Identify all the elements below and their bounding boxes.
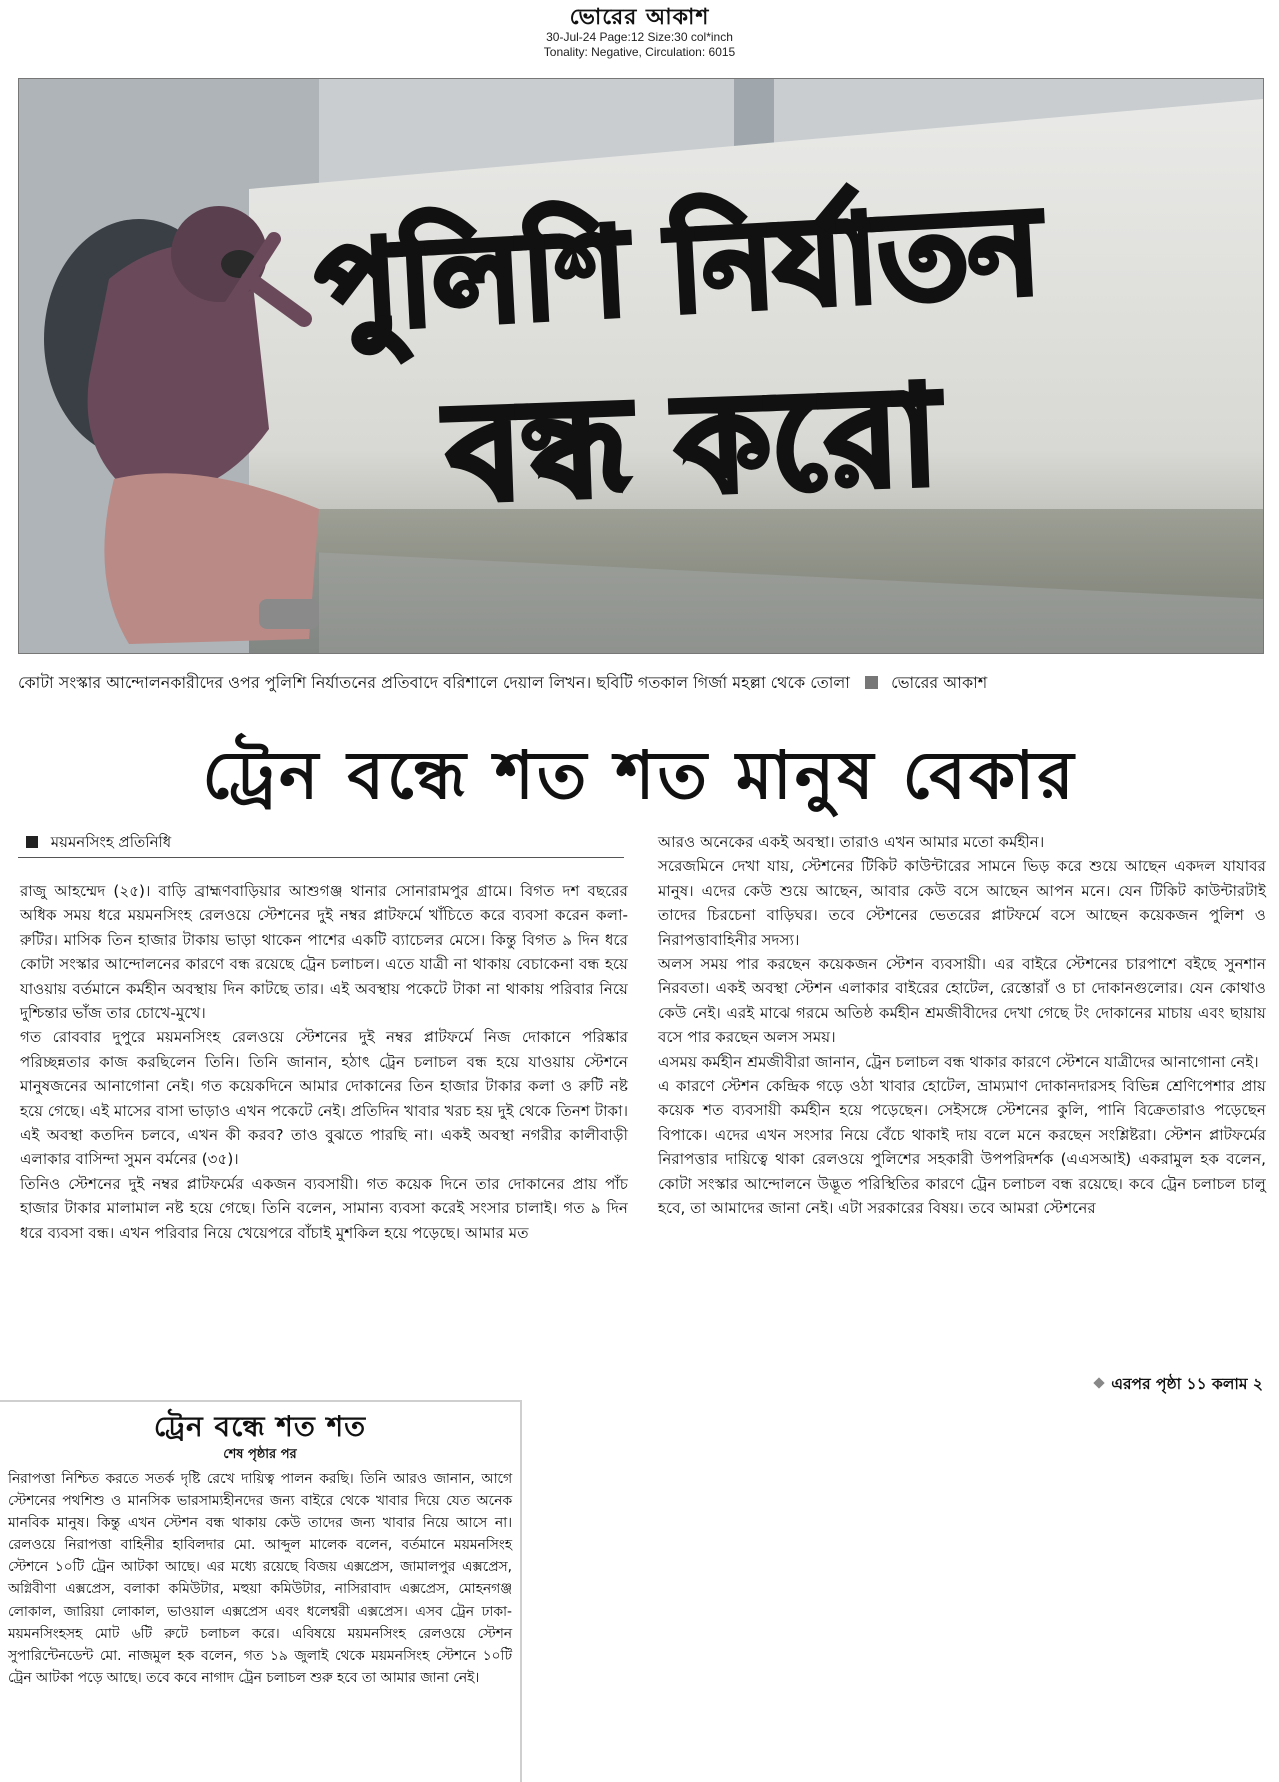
wall-text-line2: বন্ধ করো bbox=[444, 356, 941, 531]
masthead bbox=[0, 4, 1279, 60]
paragraph: অলস সময় পার করছেন কয়েকজন স্টেশন ব্যবসায়ী। এর বাইরে স্টেশনের চারপাশে বইছে সুনশান নিরবতা। একই অবস্থা স্টেশন এলাকার বাইরের হোটেল, রেস্তোরাঁ ও চা দোকানগুলোর। যেন কোথাও কেউ নেই। এরই মাঝে গরমে অতিষ্ঠ কর্মহীন শ্রমজীবীদের দেখা গেছে টং দোকানের মাচায় এবং ছায়ায় বসে পার করছেন অলস সময়। bbox=[658, 955, 1266, 1047]
photo-caption bbox=[18, 672, 1268, 694]
paragraph: রাজু আহম্মেদ (২৫)। বাড়ি ব্রাহ্মণবাড়িয়ার আশুগঞ্জ থানার সোনারামপুর গ্রামে। বিগত দশ বছরের অধিক সময় ধরে ময়মনসিংহ রেলওয়ে স্টেশনের দুই নম্বর প্লাটফর্মে খাঁচিতে করে ব্যবসা করেন কলা-রুটির। মাসিক তিন হাজার টাকায় ভাড়া থাকেন পাশের একটি ব্যাচেলর মেসে। কিন্তু বিগত ৯ দিন ধরে কোটা সংস্কার আন্দোলনের কারণে বন্ধ রয়েছে ট্রেন চলাচল। এতে যাত্রী না থাকায় বেচাকেনা বন্ধ হয়ে যাওয়ায় বর্তমানে কর্মহীন অবস্থায় দিন কাটছে তার। এই অবস্থায় পকেটে টাকা না থাকায় পরিবার নিয়ে দুশ্চিন্তার ভাঁজ তার চোখে-মুখে। bbox=[20, 882, 628, 1023]
article-column-left bbox=[20, 879, 628, 1245]
newspaper-logo: ভোরের আকাশ bbox=[569, 4, 710, 30]
caption-credit: ভোরের আকাশ bbox=[891, 673, 988, 692]
byline-rule bbox=[18, 857, 624, 858]
continued-on-note bbox=[660, 1372, 1263, 1396]
continuation-text bbox=[8, 1468, 512, 1689]
article-headline: ট্রেন বন্ধে শত শত মানুষ বেকার bbox=[202, 737, 1077, 814]
paragraph: আরও অনেকের একই অবস্থা। তারাও এখন আমার মতো কর্মহীন। bbox=[658, 833, 1045, 851]
paragraph: গত রোববার দুপুরে ময়মনসিংহ রেলওয়ে স্টেশনের দুই নম্বর প্লাটফর্মে নিজ দোকানে পরিষ্কার পরিচ্ছন্নতার কাজ করছিলেন তিনি। তিনি জানান, হঠাৎ ট্রেন চলাচল বন্ধ হয়ে যাওয়ায় স্টেশনে মানুষজনের আনাগোনা নেই। গত কয়েকদিনে আমার দোকানের তিন হাজার টাকার কলা ও রুটি নষ্ট হয়ে গেছে। এই মাসের বাসা ভাড়াও এখন পকেটে নেই। প্রতিদিন খাবার খরচ হয় দুই থেকে তিনশ টাকা। এই অবস্থা কতদিন চলবে, এখন কী করব? তাও বুঝতে পারছি না। একই অবস্থা নগরীর কালীবাড়ী এলাকার বাসিন্দা সুমন বর্মনের (৩৫)। bbox=[20, 1028, 628, 1169]
jump-text: এরপর পৃষ্ঠা ১১ কলাম ২ bbox=[1111, 1375, 1263, 1393]
clipping-meta-line2: Tonality: Negative, Circulation: 6015 bbox=[543, 45, 736, 59]
caption-text: কোটা সংস্কার আন্দোলনকারীদের ওপর পুলিশি নির্যাতনের প্রতিবাদে বরিশালে দেয়াল লিখন। ছবিটি গতকাল গির্জা মহল্লা থেকে তোলা bbox=[18, 673, 850, 692]
diamond-bullet-icon bbox=[1094, 1377, 1105, 1388]
paragraph: এ কারণে স্টেশন কেন্দ্রিক গড়ে ওঠা খাবার হোটেল, ভ্রাম্যমাণ দোকানদারসহ বিভিন্ন শ্রেণিপেশার প্রায় কয়েক শত ব্যবসায়ী কর্মহীন হয়ে পড়েছেন। সেইসঙ্গে স্টেশনের কুলি, পানি বিক্রেতারাও পড়েছেন বিপাকে। এদের এখন সংসার নিয়ে বেঁচে থাকাই দায় বলে মনে করছেন সংশ্লিষ্টরা। স্টেশন প্লাটফর্মের নিরাপত্তার দায়িত্বে থাকা রেলওয়ে পুলিশের সহকারী উপপরিদর্শক (এএসআই) একরামুল হক বলেন, কোটা সংস্কার আন্দোলনে উদ্ভূত পরিস্থিতির কারণে ট্রেন চলাচল বন্ধ রয়েছে। কবে ট্রেন চলাচল চালু হবে, তা আমাদের জানা নেই। এটা সরকারের বিষয়। তবে আমরা স্টেশনের bbox=[658, 1077, 1266, 1218]
square-bullet-icon bbox=[26, 836, 38, 848]
byline-text: ময়মনসিংহ প্রতিনিধি bbox=[50, 833, 172, 851]
clipping-meta-line1: 30-Jul-24 Page:12 Size:30 col*inch bbox=[546, 30, 733, 44]
continuation-title: ট্রেন বন্ধে শত শত bbox=[153, 1410, 367, 1443]
square-bullet-icon bbox=[865, 676, 878, 689]
paragraph: সরেজমিনে দেখা যায়, স্টেশনের টিকিট কাউন্টারের সামনে ভিড় করে শুয়ে আছেন একদল যাযাবর মানুষ। এদের কেউ শুয়ে আছেন, আবার কেউ বসে আছেন আপন মনে। যেন টিকিট কাউন্টারটাই তাদের চিরচেনা বাড়িঘর। তবে স্টেশনের ভেতরের প্লাটফর্মে বসে আছেন কয়েকজন পুলিশ ও নিরাপত্তাবাহিনীর সদস্য। bbox=[658, 857, 1266, 949]
paragraph: নিরাপত্তা নিশ্চিত করতে সতর্ক দৃষ্টি রেখে দায়িত্ব পালন করছি। তিনি আরও জানান, আগে স্টেশনের পথশিশু ও মানসিক ভারসাম্যহীনদের জন্য বাইরে থেকে খাবার দিয়ে যেত অনেক মানবিক মানুষ। কিন্তু এখন স্টেশন বন্ধ থাকায় কেউ তাদের জন্য খাবার নিয়ে আসে না। রেলওয়ে নিরাপত্তা বাহিনীর হাবিলদার মো. আব্দুল মালেক বলেন, বর্তমানে ময়মনসিংহ স্টেশনে ১০টি ট্রেন আটকা আছে। এর মধ্যে রয়েছে বিজয় এক্সপ্রেস, জামালপুর এক্সপ্রেস, অগ্নিবীণা এক্সপ্রেস, বলাকা কমিউটার, মহুয়া কমিউটার, নাসিরাবাদ এক্সপ্রেস, মোহনগঞ্জ লোকাল, জারিয়া লোকাল, ভাওয়াল এক্সপ্রেস এবং ধলেশ্বরী এক্সপ্রেস। এসব ট্রেন ঢাকা-ময়মনসিংহসহ মোট ৬টি রুটে চলাচল করে। এবিষয়ে ময়মনসিংহ রেলওয়ে স্টেশন সুপারিন্টেনডেন্ট মো. নাজমুল হক বলেন, গত ১৯ জুলাই থেকে ময়মনসিংহ স্টেশনে ১০টি ট্রেন আটকা পড়ে আছে। তবে কবে নাগাদ ট্রেন চলাচল শুরু হবে তা আমার জানা নেই। bbox=[8, 1471, 512, 1686]
paragraph: তিনিও স্টেশনের দুই নম্বর প্লাটফর্মের একজন ব্যবসায়ী। গত কয়েক দিনে তার দোকানের প্রায় পাঁচ হাজার টাকার মালামাল নষ্ট হয়ে গেছে। তিনি বলেন, সামান্য ব্যবসা করেই সংসার চালাই। গত ৯ দিন ধরে ব্যবসা বন্ধ। এখন পরিবার নিয়ে খেয়েপরে বাঁচাই মুশকিল হয়ে পড়েছে। আমার মত bbox=[20, 1174, 628, 1242]
continuation-subtitle: শেষ পৃষ্ঠার পর bbox=[223, 1447, 297, 1462]
article-column-right bbox=[658, 830, 1266, 1221]
news-photo bbox=[18, 78, 1264, 654]
photo-illustration bbox=[19, 79, 1263, 653]
byline bbox=[26, 832, 626, 852]
wall-moss bbox=[249, 509, 1263, 653]
wall-text-line1: পুলিশি নির্যাতন bbox=[313, 181, 1044, 358]
paragraph: এসময় কর্মহীন শ্রমজীবীরা জানান, ট্রেন চলাচল বন্ধ থাকার কারণে স্টেশনে যাত্রীদের আনাগোনা নেই। bbox=[658, 1052, 1259, 1071]
